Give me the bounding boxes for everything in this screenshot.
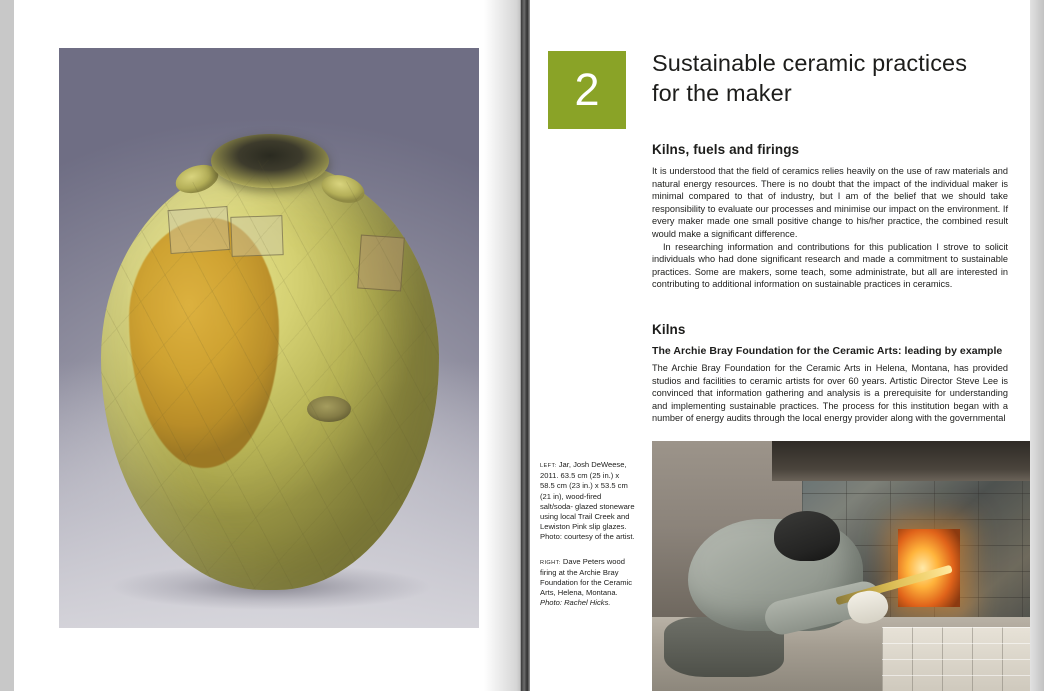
right-page (530, 0, 1030, 691)
subsection-heading: The Archie Bray Foundation for the Ceramic Arts: leading by example (652, 345, 1003, 357)
potter-hood (774, 511, 840, 561)
kiln-firing-photograph (652, 441, 1030, 691)
section-kilns-fuels-and-firings (652, 142, 1008, 291)
page-edge (1030, 0, 1044, 691)
caption-right-figure (540, 557, 635, 609)
paragraph: The Archie Bray Foundation for the Ceramic Arts in Helena, Montana, has provided studios and facilities to ceramic artists for over 60 years. Artistic Director Steve Lee is convinced that information gathering and analysis is a prerequisite for understanding and implementing sustainable practices. The process for this institution began with a number of energy audits through the local energy provider along with the governmental (652, 363, 1008, 424)
caption-label: RIGHT: (540, 559, 561, 566)
book-spine (521, 0, 530, 691)
left-page (14, 0, 520, 691)
paragraph: In researching information and contributions for this publication I strove to solicit individuals who had done significant research and made a commitment to sustainable practices. Some are makers, some teach, some administrate, but all are interested in contributing to additional information on sustainable practices in ceramics. (652, 241, 1008, 290)
section-heading: Kilns (652, 322, 686, 337)
chapter-title-line-1: Sustainable ceramic practices (652, 50, 968, 76)
jar-slip-patch (168, 206, 231, 254)
jar-slip-patch (357, 235, 405, 292)
chapter-title-line-2: for the maker (652, 80, 792, 106)
caption-credit: Photo: Rachel Hicks. (540, 598, 611, 608)
caption-text: Dave Peters wood firing at the Archie Bray Foundation for the Ceramic Arts, Helena, Montana. (540, 556, 633, 598)
page-title (652, 48, 1012, 108)
jar-mouth-opening (211, 134, 329, 188)
chapter-number-badge: 2 (548, 51, 626, 129)
paragraph: It is understood that the field of ceramics relies heavily on the use of raw materials and natural energy resources. There is no doubt that the impact of the individual maker is minimal compared to that of industry, but I am of the belief that we should take responsibility to evaluate our processes and minimise our impact on the environment. If every maker made one small positive change to his/her practice, the combined result would make a significant difference. (652, 166, 1008, 239)
kiln-roof-beam (772, 441, 1030, 481)
caption-column (540, 460, 635, 609)
caption-label: LEFT: (540, 463, 557, 469)
caption-left-figure (540, 460, 635, 543)
section-kilns (652, 322, 1008, 425)
section-heading: Kilns, fuels and firings (652, 142, 800, 157)
jar-photograph (59, 48, 479, 628)
jar-glaze-blob (307, 396, 351, 422)
caption-text: Jar, Josh DeWeese, 2011. 63.5 cm (25 in.) x 58.5 cm (23 in.) x 53.5 cm (21 in), wood-fired salt/soda- glazed stoneware using local Trail Creek and Lewiston Pink slip glazes. Photo: courtesy of the artist. (540, 460, 635, 542)
stacked-bricks (882, 627, 1030, 691)
jar-slip-patch (230, 215, 283, 257)
